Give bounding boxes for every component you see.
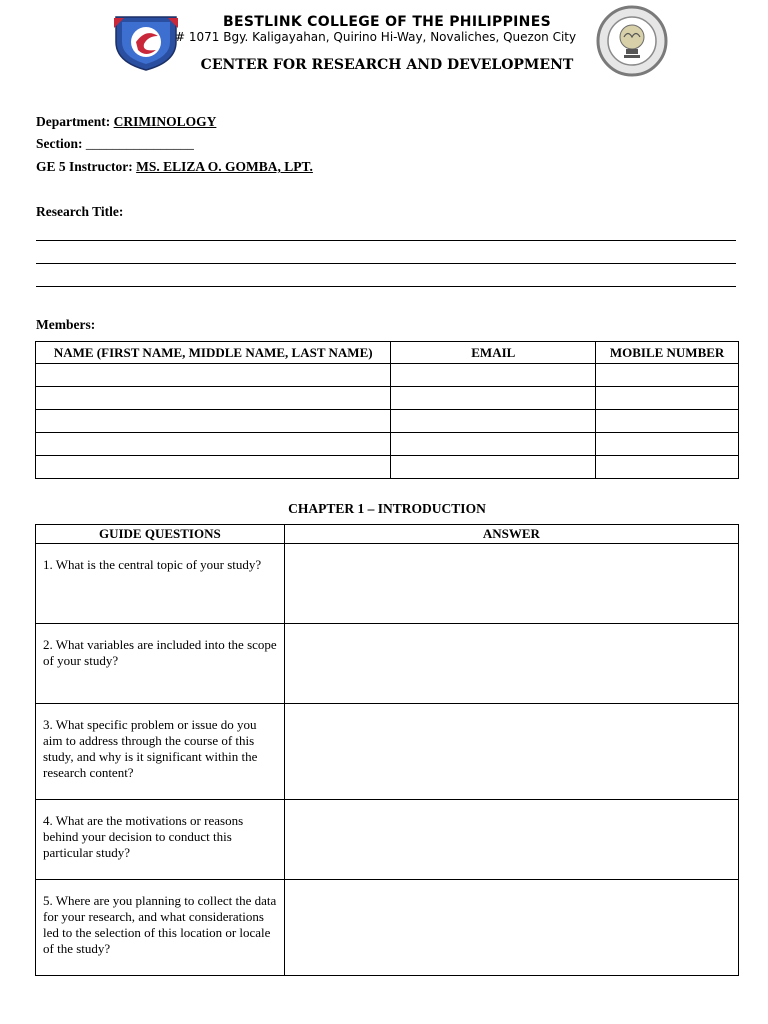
center-title: CENTER FOR RESEARCH AND DEVELOPMENT (200, 57, 574, 73)
research-title-line[interactable] (36, 240, 736, 241)
department-label: Department: (36, 114, 111, 129)
instructor-field (36, 159, 313, 175)
section-value[interactable]: ________________ (85, 136, 194, 151)
table-row (36, 387, 739, 410)
table-row (36, 456, 739, 479)
table-row (36, 544, 739, 624)
mobile-cell[interactable] (596, 410, 739, 433)
table-row (36, 704, 739, 800)
table-row (36, 880, 739, 976)
answer-cell[interactable] (284, 544, 738, 624)
table-row (36, 433, 739, 456)
table-row (36, 624, 739, 704)
mobile-cell[interactable] (596, 387, 739, 410)
email-cell[interactable] (391, 433, 596, 456)
answer-cell[interactable] (284, 800, 738, 880)
instructor-label: GE 5 Instructor: (36, 159, 133, 174)
college-name: BESTLINK COLLEGE OF THE PHILIPPINES (223, 14, 551, 30)
email-cell[interactable] (391, 456, 596, 479)
chapter-title: CHAPTER 1 – INTRODUCTION (288, 501, 486, 516)
mobile-cell[interactable] (596, 433, 739, 456)
section-label: Section: (36, 136, 83, 151)
table-row (36, 364, 739, 387)
name-cell[interactable] (36, 410, 391, 433)
college-address: # 1071 Bgy. Kaligayahan, Quirino Hi-Way, Novaliches, Quezon City (175, 30, 577, 44)
research-title-line[interactable] (36, 263, 736, 264)
guide-question: 2. What variables are included into the scope of your study? (36, 624, 285, 704)
name-cell[interactable] (36, 456, 391, 479)
mobile-cell[interactable] (596, 456, 739, 479)
guide-question: 1. What is the central topic of your study? (36, 544, 285, 624)
table-row (36, 410, 739, 433)
email-cell[interactable] (391, 410, 596, 433)
research-title-label: Research Title: (36, 204, 124, 219)
answer-cell[interactable] (284, 704, 738, 800)
guide-header-row (36, 525, 739, 544)
guide-questions-table (35, 524, 739, 976)
name-cell[interactable] (36, 387, 391, 410)
answer-cell[interactable] (284, 624, 738, 704)
department-value: CRIMINOLOGY (113, 114, 217, 129)
department-field (36, 114, 216, 130)
email-cell[interactable] (391, 387, 596, 410)
name-cell[interactable] (36, 364, 391, 387)
members-table (35, 341, 739, 479)
mobile-cell[interactable] (596, 364, 739, 387)
answer-cell[interactable] (284, 880, 738, 976)
email-column-header: EMAIL (391, 342, 596, 364)
section-field (36, 136, 194, 152)
mobile-column-header: MOBILE NUMBER (596, 342, 739, 364)
instructor-value: MS. ELIZA O. GOMBA, LPT. (136, 159, 313, 174)
answer-header: ANSWER (284, 525, 738, 544)
guide-questions-header: GUIDE QUESTIONS (36, 525, 285, 544)
guide-question: 4. What are the motivations or reasons behind your decision to conduct this particular study? (36, 800, 285, 880)
members-label: Members: (36, 317, 96, 332)
guide-question: 5. Where are you planning to collect the data for your research, and what considerations led to the selection of this location or locale of the study? (36, 880, 285, 976)
table-row (36, 800, 739, 880)
members-header-row (36, 342, 739, 364)
guide-question: 3. What specific problem or issue do you aim to address through the course of this study, and why is it significant within the research content? (36, 704, 285, 800)
email-cell[interactable] (391, 364, 596, 387)
name-cell[interactable] (36, 433, 391, 456)
name-column-header: NAME (FIRST NAME, MIDDLE NAME, LAST NAME) (36, 342, 391, 364)
research-title-line[interactable] (36, 286, 736, 287)
